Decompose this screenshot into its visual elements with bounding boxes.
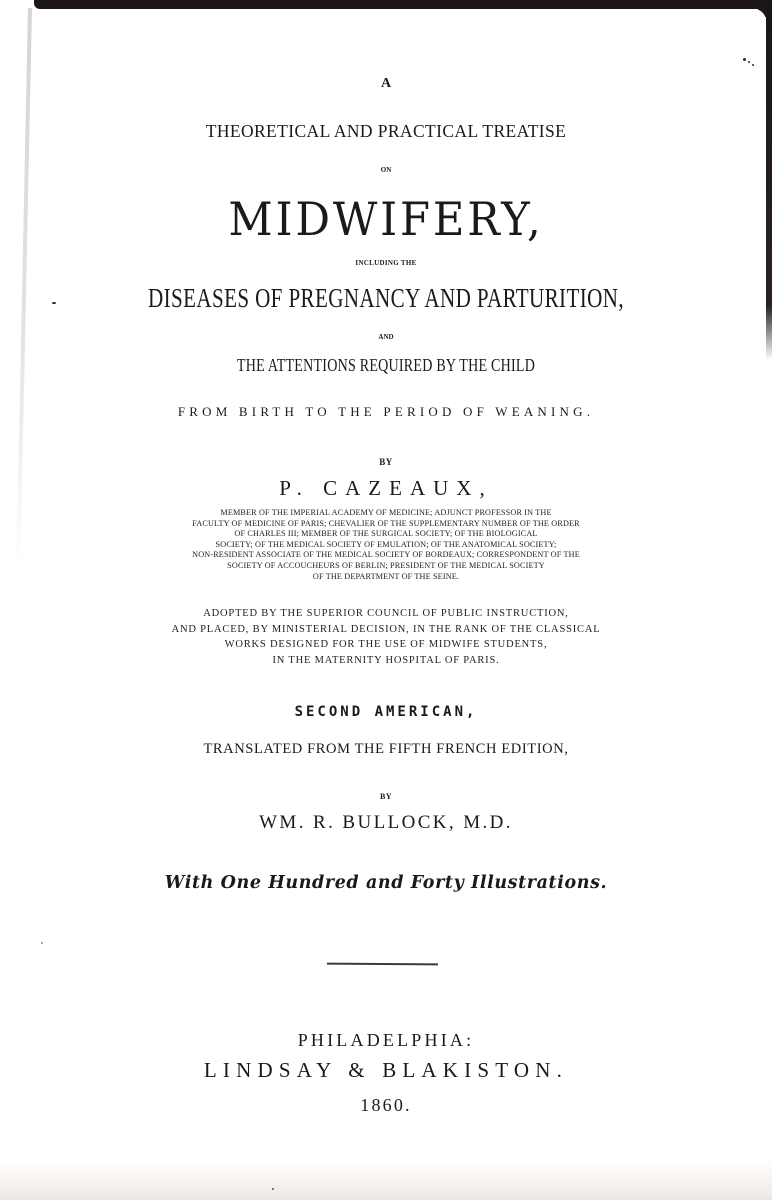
translator-name: WM. R. BULLOCK, M.D. <box>259 812 513 833</box>
scan-border-right <box>766 0 772 360</box>
credential-line: OF THE DEPARTMENT OF THE SEINE. <box>312 571 460 581</box>
imprint-year: 1860. <box>360 1095 412 1115</box>
adoption-line: IN THE MATERNITY HOSPITAL OF PARIS. <box>272 654 500 666</box>
speck-mark <box>743 58 746 61</box>
scan-shadow-bottom <box>0 1160 772 1200</box>
title-article: A <box>380 76 392 91</box>
title-line: THEORETICAL AND PRACTICAL TREATISE <box>205 121 567 141</box>
credential-line: MEMBER OF THE IMPERIAL ACADEMY OF MEDICINE; ADJUNCT PROFESSOR IN THE <box>220 508 552 517</box>
edition-label: SECOND AMERICAN, <box>294 704 478 720</box>
imprint-city: PHILADELPHIA: <box>297 1030 475 1050</box>
author-name: P. CAZEAUX, <box>279 476 493 500</box>
connector-including: INCLUDING THE <box>355 259 417 267</box>
imprint-publisher: LINDSAY & BLAKISTON. <box>203 1058 569 1082</box>
speck-mark <box>748 61 750 63</box>
subtitle-diseases: DISEASES OF PREGNANCY AND PARTURITION, <box>148 283 624 313</box>
speck-mark <box>41 942 43 944</box>
divider-rule <box>327 963 438 966</box>
credential-line: SOCIETY OF ACCOUCHEURS OF BERLIN; PRESIDENT OF THE MEDICAL SOCIETY <box>227 560 545 570</box>
credential-line: OF CHARLES III; MEMBER OF THE SURGICAL SOCIETY; OF THE BIOLOGICAL <box>234 529 538 539</box>
by-label-translator: BY <box>379 792 393 801</box>
speck-mark <box>272 1188 274 1190</box>
subtitle-attentions: THE ATTENTIONS REQUIRED BY THE CHILD <box>236 355 536 375</box>
adoption-line: WORKS DESIGNED FOR THE USE OF MIDWIFE STUDENTS, <box>224 639 548 650</box>
connector-on: ON <box>380 166 392 174</box>
connector-and: AND <box>378 333 394 341</box>
by-label-author: BY <box>379 457 393 467</box>
author-credentials <box>0 508 772 582</box>
credential-line: FACULTY OF MEDICINE OF PARIS; CHEVALIER OF THE SUPPLEMENTARY NUMBER OF THE ORDER <box>192 518 580 528</box>
speck-mark <box>52 302 56 304</box>
page-corner <box>754 9 766 21</box>
adoption-line: AND PLACED, BY MINISTERIAL DECISION, IN THE RANK OF THE CLASSICAL <box>171 623 601 635</box>
main-title: MIDWIFERY, <box>228 192 544 246</box>
scan-border-top <box>34 0 772 9</box>
translation-note: TRANSLATED FROM THE FIFTH FRENCH EDITION, <box>203 741 569 757</box>
adoption-note <box>0 606 772 668</box>
credential-line: NON-RESIDENT ASSOCIATE OF THE MEDICAL SOCIETY OF BORDEAUX; CORRESPONDENT OF THE <box>192 550 580 560</box>
subtitle-weaning: FROM BIRTH TO THE PERIOD OF WEANING. <box>177 404 595 419</box>
illustrations-note: With One Hundred and Forty Illustrations. <box>164 873 608 893</box>
credential-line: SOCIETY; OF THE MEDICAL SOCIETY OF EMULATION; OF THE ANATOMICAL SOCIETY; <box>215 539 557 549</box>
adoption-line: ADOPTED BY THE SUPERIOR COUNCIL OF PUBLIC INSTRUCTION, <box>203 608 569 619</box>
speck-mark <box>752 64 754 66</box>
